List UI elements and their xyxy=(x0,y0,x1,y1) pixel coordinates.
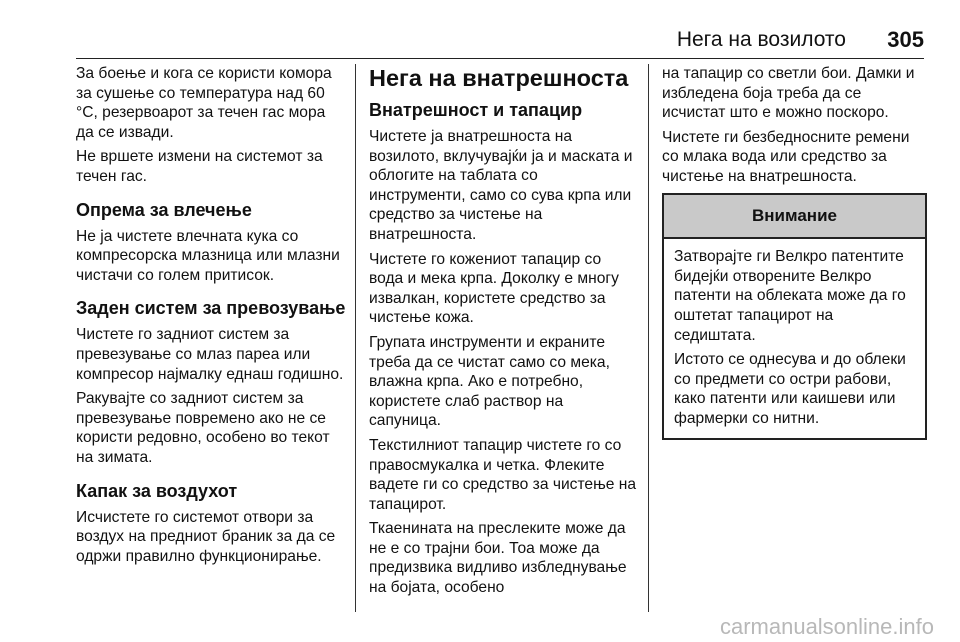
warning-title: Внимание xyxy=(664,195,925,240)
paragraph: За боење и кога се користи комора за сушење со температура над 60 °C, резервоарот за течен гас мора да се извади. xyxy=(76,65,332,141)
column-2 xyxy=(369,64,637,603)
warning-paragraph: Истото се однесува и до облеки со предмети со остри рабови, како патенти или каишеви или фармерки со нитни. xyxy=(674,351,906,427)
section-heading-air-flap: Капак за воздухот xyxy=(76,480,238,501)
column-1 xyxy=(76,64,346,571)
column-divider-1 xyxy=(355,64,356,612)
header-title: Нега на возилото xyxy=(676,28,846,51)
section-heading-towing: Опрема за влечење xyxy=(76,199,252,220)
paragraph: Не ја чистете влечната кука со компресорска млазница или млазни чистачи со голем притисок. xyxy=(76,227,340,284)
section-heading-rear-carrier: Заден систем за превозување xyxy=(76,298,346,319)
paragraph: Ракувајте со задниот систем за превезување повремено ако не се користи редовно, особено во текот на зимата. xyxy=(76,390,330,466)
paragraph: Чистете ги безбедносните ремени со млака вода или средство за чистење на внатрешноста. xyxy=(662,128,910,185)
paragraph: Не вршете измени на системот за течен гас. xyxy=(76,148,323,185)
paragraph: Ткаенината на преслеките може да не е со трајни бои. Тоа може да предизвика видливо избледнување на бојата, особено xyxy=(369,520,627,597)
paragraph: Чистете го кожениот тапацир со вода и мека крпа. Доколку е многу извалкан, користете средство за чистење кожа. xyxy=(369,250,619,327)
column-divider-2 xyxy=(648,64,649,612)
watermark: carmanualsonline.info xyxy=(719,614,934,639)
warning-box xyxy=(662,193,927,440)
page-header xyxy=(76,18,924,59)
paragraph: Чистете ја внатрешноста на возилото, вклучувајќи ја и маската и облогите на таблата со инструменти, само со сува крпа или средство за чистење на внатрешноста. xyxy=(369,128,633,243)
paragraph: Текстилниот тапацир чистете го со правосмукалка и четка. Флеките вадете ги со средство за чистење на тапацирот. xyxy=(369,436,637,513)
column-3 xyxy=(662,64,927,440)
main-heading-interior-care: Нега на внатрешноста xyxy=(369,65,629,91)
warning-paragraph: Затворајте ги Велкро патентите бидејќи отворените Велкро патенти на облеката може да го оштетат тапацирот на седиштата. xyxy=(674,248,906,344)
warning-body xyxy=(664,239,925,437)
paragraph: Групата инструменти и екраните треба да се чистат само со мека, влажна крпа. Ако е потребно, користете слаб раствор на сапуница. xyxy=(369,333,610,430)
paragraph: Чистете го задниот систем за превезување со млаз пареа или компресор најмалку еднаш годишно. xyxy=(76,326,344,383)
paragraph: Исчистете го системот отвори за воздух на предниот браник за да се одржи правилно функционирање. xyxy=(76,508,336,565)
sub-heading-upholstery: Внатрешност и тапацир xyxy=(369,100,583,120)
page-number: 305 xyxy=(887,27,924,52)
paragraph: на тапацир со светли бои. Дамки и избледена боја треба да се исчистат што е можно поскоро. xyxy=(662,65,915,122)
